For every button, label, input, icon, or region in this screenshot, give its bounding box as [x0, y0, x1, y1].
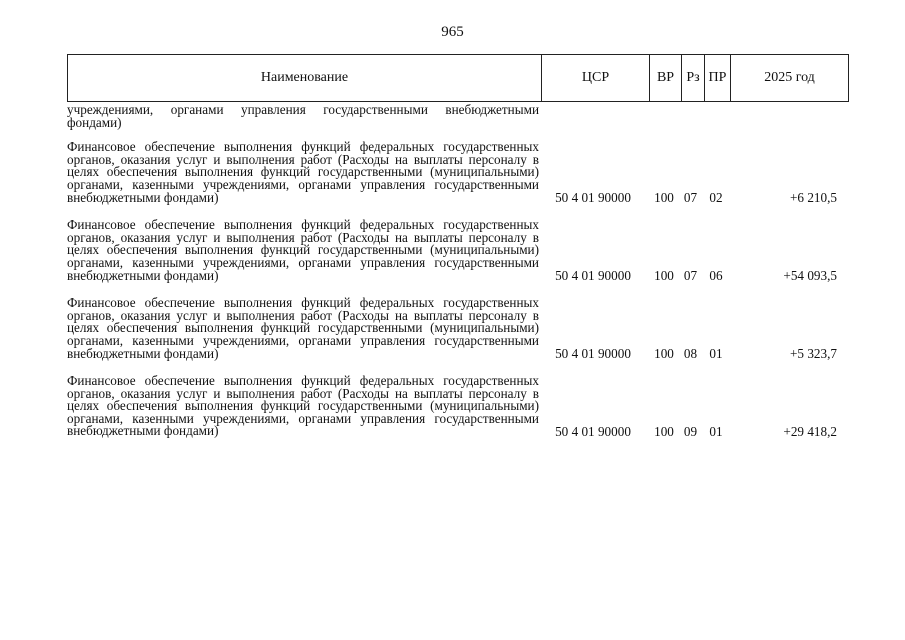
row-name: Финансовое обеспечение выполнения функций федеральных государственных органов, оказания услуг и выполнения работ (Расходы на выплаты персоналу в целях обеспечения выполнения функций государственными (муниципальными) органами, казенными учреждениями, органами управления государственными внебюджетными фондами) — [67, 295, 539, 361]
row-name: Финансовое обеспечение выполнения функций федеральных государственных органов, оказания услуг и выполнения работ (Расходы на выплаты персоналу в целях обеспечения выполнения функций государственными (муниципальными) органами, казенными учреждениями, органами управления государственными внебюджетными фондами) — [67, 217, 539, 283]
row-vr: 100 — [654, 268, 674, 284]
header-csr: ЦСР — [542, 55, 650, 101]
row-rz: 09 — [683, 424, 698, 440]
header-rz: Рз — [682, 55, 705, 101]
row-sum: +6 210,5 — [790, 190, 837, 206]
row-sum: +29 418,2 — [783, 424, 837, 440]
continuation-text: учреждениями, органами управления государственными внебюджетными фондами) — [67, 102, 539, 130]
row-vr: 100 — [654, 346, 674, 362]
row-sum: +5 323,7 — [790, 346, 837, 362]
header-name: Наименование — [68, 55, 542, 101]
table-row — [67, 297, 849, 360]
header-year: 2025 год — [764, 70, 815, 85]
row-rz: 07 — [683, 190, 698, 206]
table-row — [67, 141, 849, 204]
row-csr: 50 4 01 90000 — [555, 268, 631, 284]
row-pr: 01 — [709, 346, 723, 362]
row-rz: 07 — [683, 268, 698, 284]
row-csr: 50 4 01 90000 — [555, 190, 631, 206]
table-row — [67, 375, 849, 438]
page-number: 965 — [441, 24, 464, 40]
continuation-row — [67, 104, 849, 129]
row-pr: 06 — [709, 268, 723, 284]
table-body — [67, 104, 849, 438]
row-name: Финансовое обеспечение выполнения функций федеральных государственных органов, оказания услуг и выполнения работ (Расходы на выплаты персоналу в целях обеспечения выполнения функций государственными (муниципальными) органами, казенными учреждениями, органами управления государственными внебюджетными фондами) — [67, 139, 539, 205]
table-header — [67, 54, 849, 102]
row-pr: 02 — [709, 190, 723, 206]
row-pr: 01 — [709, 424, 723, 440]
row-vr: 100 — [654, 190, 674, 206]
row-rz: 08 — [683, 346, 698, 362]
row-csr: 50 4 01 90000 — [555, 346, 631, 362]
row-vr: 100 — [654, 424, 674, 440]
row-sum: +54 093,5 — [783, 268, 837, 284]
table-row — [67, 219, 849, 282]
header-pr: ПР — [705, 55, 731, 101]
row-name: Финансовое обеспечение выполнения функций федеральных государственных органов, оказания услуг и выполнения работ (Расходы на выплаты персоналу в целях обеспечения выполнения функций государственными (муниципальными) органами, казенными учреждениями, органами управления государственными внебюджетными фондами) — [67, 373, 539, 439]
row-csr: 50 4 01 90000 — [555, 424, 631, 440]
header-vr: ВР — [650, 55, 682, 101]
